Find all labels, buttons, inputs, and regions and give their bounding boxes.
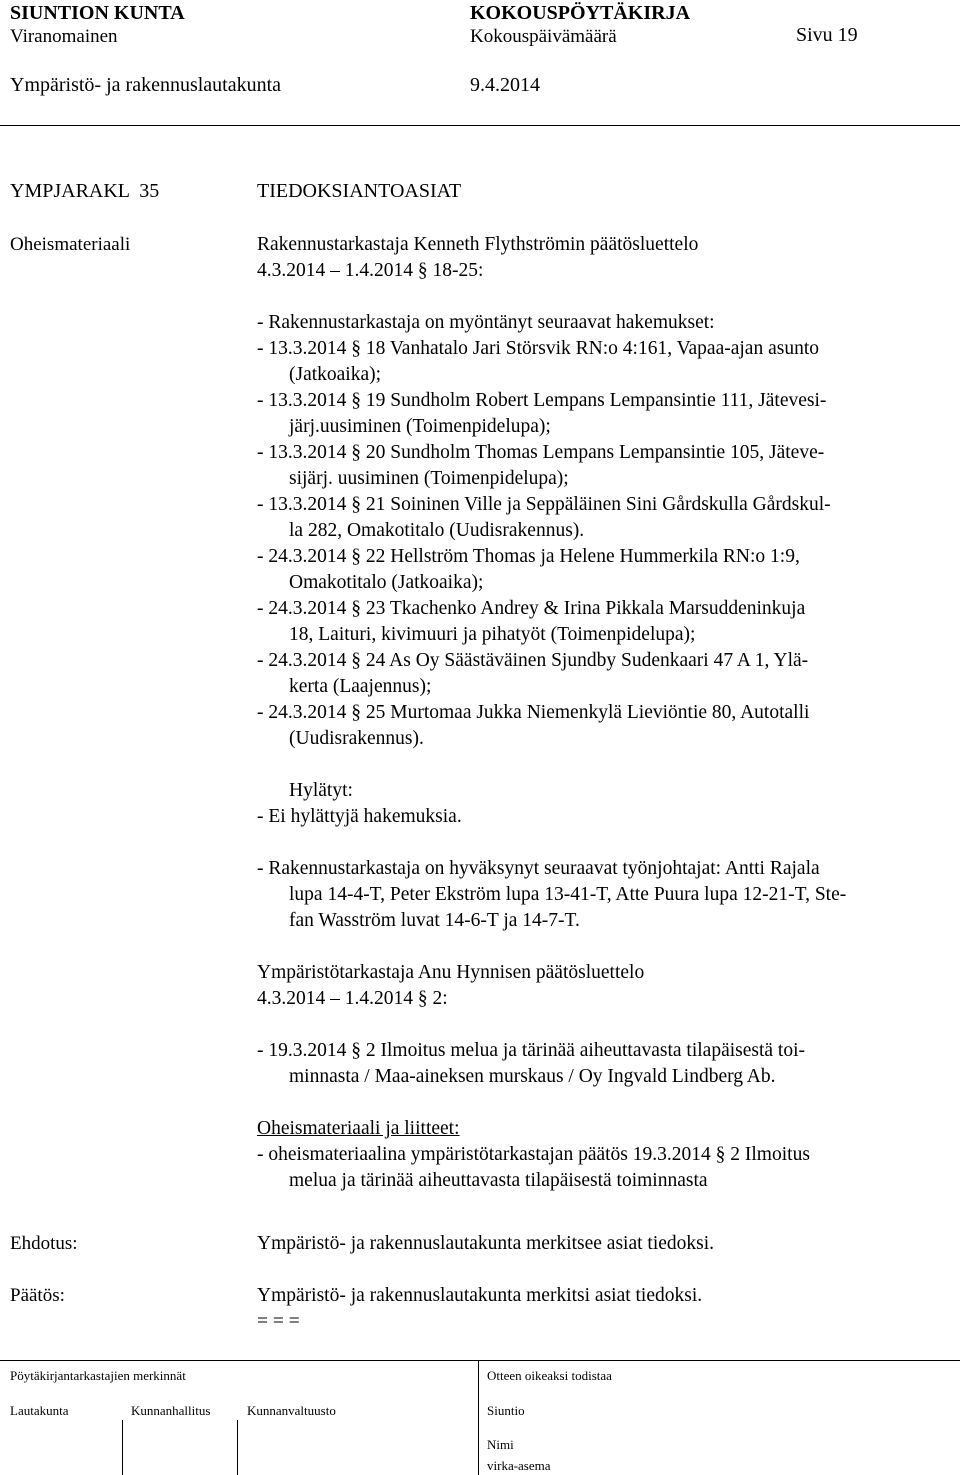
certified-label: Otteen oikeaksi todistaa <box>487 1368 612 1383</box>
body-line: - 24.3.2014 § 23 Tkachenko Andrey & Irina Pikkala Marsuddeninkuja <box>257 598 806 619</box>
footer-top-rule <box>0 1360 960 1361</box>
body-line: fan Wasström luvat 14-6-T ja 14-7-T. <box>289 910 580 931</box>
body-line: la 282, Omakotitalo (Uudisrakennus). <box>289 520 585 541</box>
body-line: järj.uusiminen (Toimenpidelupa); <box>289 416 551 437</box>
body-line: Omakotitalo (Jatkoaika); <box>289 572 484 593</box>
body-line: - Rakennustarkastaja on myöntänyt seuraavat hakemukset: <box>257 312 715 333</box>
body-line: kerta (Laajennus); <box>289 676 432 697</box>
blank-line <box>257 1012 846 1038</box>
body-line: - 13.3.2014 § 18 Vanhatalo Jari Störsvik RN:o 4:161, Vapaa-ajan asunto <box>257 338 819 359</box>
body-line: 4.3.2014 – 1.4.2014 § 2: <box>257 988 448 1009</box>
body-line: 18, Laituri, kivimuuri ja pihatyöt (Toimenpidelupa); <box>289 624 696 645</box>
body-line: (Jatkoaika); <box>289 364 382 385</box>
body-line: - 24.3.2014 § 22 Hellström Thomas ja Helene Hummerkila RN:o 1:9, <box>257 546 800 567</box>
body-line: 4.3.2014 – 1.4.2014 § 18-25: <box>257 260 484 281</box>
blank-line <box>257 934 846 960</box>
item-code: YMPJARAKL 35 <box>10 180 160 202</box>
attachments-label: Oheismateriaali <box>10 234 131 255</box>
body-line: - 24.3.2014 § 25 Murtomaa Jukka Niemenkylä Lieviöntie 80, Autotalli <box>257 702 810 723</box>
body-line: minnasta / Maa-aineksen murskaus / Oy Ingvald Lindberg Ab. <box>289 1066 776 1087</box>
blank-line <box>257 1090 846 1116</box>
body-line: Rakennustarkastaja Kenneth Flythströmin päätösluettelo <box>257 234 699 255</box>
body-line: melua ja tärinää aiheuttavasta tilapäisestä toiminnasta <box>289 1170 708 1191</box>
proposal-text: Ympäristö- ja rakennuslautakunta merkitsee asiat tiedoksi. <box>257 1233 715 1254</box>
authority-name: Ympäristö- ja rakennuslautakunta <box>10 74 282 96</box>
body-line: - 13.3.2014 § 20 Sundholm Thomas Lempans Lempansintie 105, Jäteve- <box>257 442 825 463</box>
body-line: sijärj. uusiminen (Toimenpidelupa); <box>289 468 569 489</box>
footer-rule-1 <box>122 1420 123 1475</box>
rejected-heading: Hylätyt: <box>289 780 353 801</box>
document-type: KOKOUSPÖYTÄKIRJA <box>470 2 691 24</box>
body-line: - 13.3.2014 § 19 Sundholm Robert Lempans Lempansintie 111, Jätevesi- <box>257 390 827 411</box>
footer-col-council: Kunnanvaltuusto <box>247 1403 336 1418</box>
item-title: TIEDOKSIANTOASIAT <box>257 180 462 202</box>
footer-col-board: Lautakunta <box>10 1403 69 1418</box>
proposal-label: Ehdotus: <box>10 1233 78 1254</box>
attachments-heading: Oheismateriaali ja liitteet: <box>257 1118 460 1139</box>
meeting-date: 9.4.2014 <box>470 74 540 96</box>
body-line: lupa 14-4-T, Peter Ekström lupa 13-41-T, Atte Puura lupa 12-21-T, Ste- <box>289 884 847 905</box>
blank-line <box>257 752 846 778</box>
org-name: SIUNTION KUNTA <box>10 2 185 24</box>
body-line: - Ei hylättyjä hakemuksia. <box>257 806 462 827</box>
page-number: Sivu 19 <box>796 24 858 46</box>
footer-col-municipal-board: Kunnanhallitus <box>131 1403 211 1418</box>
authority-label: Viranomainen <box>10 26 118 47</box>
footer-center-rule <box>478 1360 479 1475</box>
footer-name-label: Nimi <box>487 1437 514 1452</box>
body-line: - oheismateriaalina ympäristötarkastajan päätös 19.3.2014 § 2 Ilmoitus <box>257 1144 810 1165</box>
body-line: - 13.3.2014 § 21 Soininen Ville ja Seppäläinen Sini Gårdskulla Gårdskul- <box>257 494 831 515</box>
checkers-label: Pöytäkirjantarkastajien merkinnät <box>10 1368 186 1383</box>
decision-text: Ympäristö- ja rakennuslautakunta merkitsi asiat tiedoksi. <box>257 1285 703 1306</box>
decision-label: Päätös: <box>10 1285 65 1306</box>
body-line: - Rakennustarkastaja on hyväksynyt seuraavat työnjohtajat: Antti Rajala <box>257 858 820 879</box>
footer-rule-2 <box>237 1420 238 1475</box>
end-mark: = = = <box>257 1311 300 1332</box>
header-divider <box>0 125 960 126</box>
body-line: - 24.3.2014 § 24 As Oy Säästäväinen Sjundby Sudenkaari 47 A 1, Ylä- <box>257 650 809 671</box>
footer-place: Siuntio <box>487 1403 525 1418</box>
blank-line <box>257 830 846 856</box>
body-text <box>257 232 846 1194</box>
meeting-date-label: Kokouspäivämäärä <box>470 26 617 47</box>
body-line: - 19.3.2014 § 2 Ilmoitus melua ja tärinää aiheuttavasta tilapäisestä toi- <box>257 1040 806 1061</box>
blank-line <box>257 284 846 310</box>
body-line: Ympäristötarkastaja Anu Hynnisen päätösluettelo <box>257 962 645 983</box>
body-line: (Uudisrakennus). <box>289 728 424 749</box>
footer-position-label: virka-asema <box>487 1458 551 1473</box>
